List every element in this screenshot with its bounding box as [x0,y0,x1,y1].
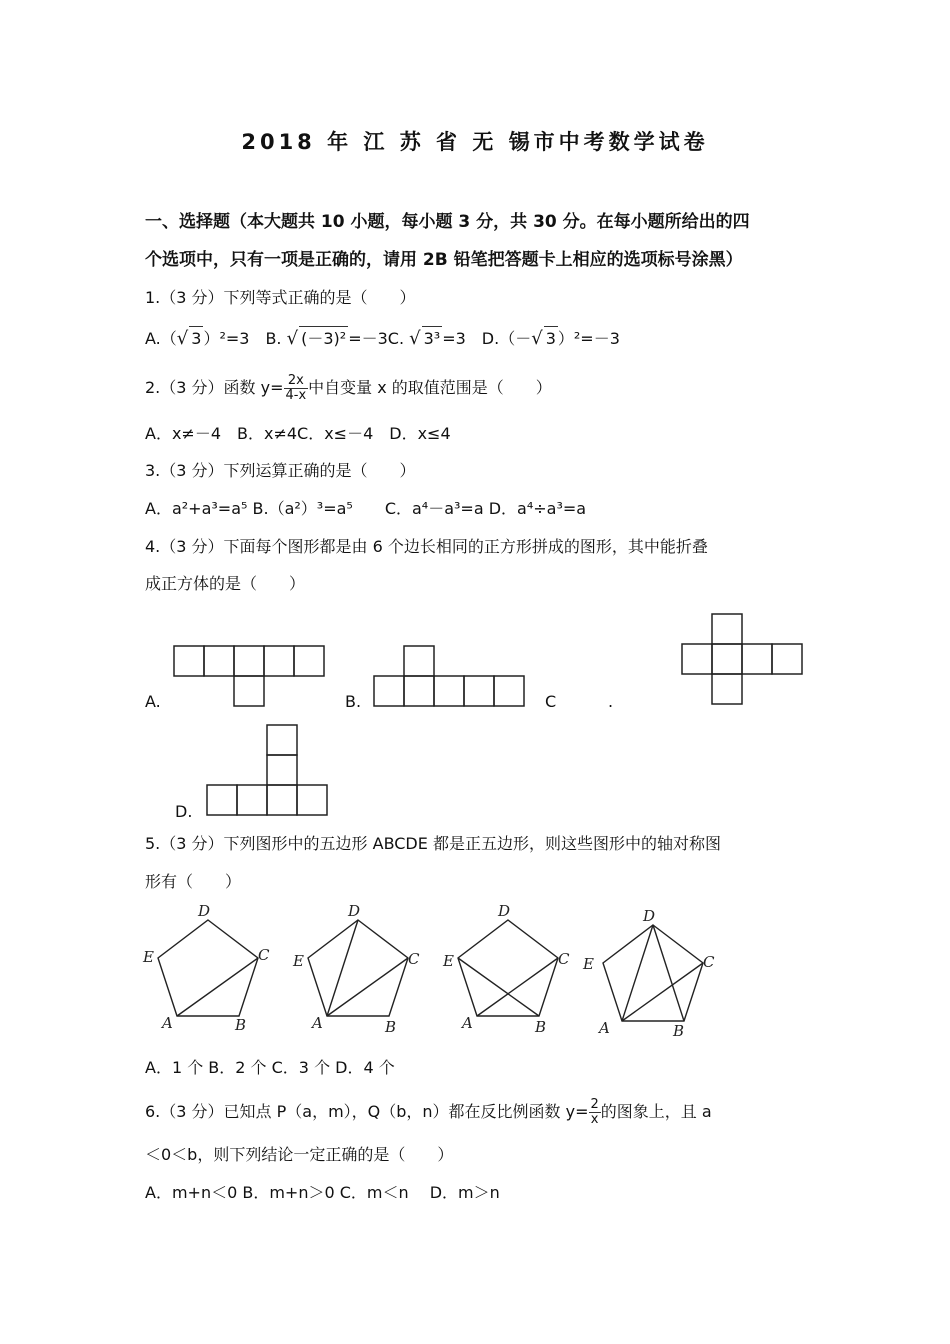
q5-stem-line2: 形有（ ） [145,872,242,891]
q1-c-tail: =3 D.（－ [442,329,532,348]
diagonal-bd [653,925,684,1021]
page-title: 2018 年 江 苏 省 无 锡市中考数学试卷 [241,130,709,154]
net-square [374,676,404,706]
vertex-label-e: E [143,948,154,966]
net-square [297,785,327,815]
q1-options [145,326,620,351]
net-square [234,646,264,676]
net-square [267,725,297,755]
vertex-label-a: A [162,1014,173,1032]
sqrt-symbol: √ [409,328,421,349]
q4-stem-line1: 4.（3 分）下面每个图形都是由 6 个边长相同的正方形拼成的图形，其中能折叠 [145,537,708,556]
q5-options: A．1 个 B．2 个 C．3 个 D．4 个 [145,1058,395,1077]
net-square [494,676,524,706]
q4-label-d: D. [175,802,193,821]
vertex-label-c: C [258,946,270,964]
q6-options: A．m+n＜0 B．m+n＞0 C．m＜n D．m＞n [145,1183,500,1202]
net-square [712,644,742,674]
q3-options: A．a²+a³=a⁵ B.（a²）³=a⁵ C．a⁴－a³=a D．a⁴÷a³=a [145,499,587,518]
vertex-label-c: C [408,950,420,968]
vertex-label-d: D [643,907,656,925]
vertex-label-e: E [583,955,594,973]
net-square [294,646,324,676]
q1-d-radicand: 3 [544,326,558,351]
net-square [204,646,234,676]
vertex-label-a: A [462,1014,473,1032]
cube-net-d [206,724,331,816]
q2-fraction [284,374,309,403]
q1-a-tail: ）²=3 B. [203,329,282,348]
net-square [234,676,264,706]
cube-net-b [373,645,528,707]
vertex-label-b: B [235,1016,247,1034]
section-heading-line1: 一、选择题（本大题共 10 小题，每小题 3 分，共 30 分。在每小题所给出的四 [145,212,750,232]
sqrt-symbol: √ [176,328,189,349]
cube-net-a [173,645,328,707]
q6-stem-pre: 6.（3 分）已知点 P（a，m），Q（b，n）都在反比例函数 y= [145,1102,589,1121]
q4-label-c: C [545,692,557,711]
q1-a-radicand: 3 [189,326,203,351]
q3-stem: 3.（3 分）下列运算正确的是（ ） [145,461,416,480]
net-square [404,676,434,706]
vertex-label-b: B [535,1018,547,1036]
q2-frac-num: 2x [284,374,309,389]
q1-stem: 1.（3 分）下列等式正确的是（ ） [145,288,416,307]
q1-c-radicand: 3³ [422,326,443,351]
net-square [264,646,294,676]
vertex-label-d: D [348,902,361,920]
q2-options: A．x≠－4 B．x≠4C．x≤－4 D．x≤4 [145,424,451,443]
q6-fraction [589,1098,601,1127]
vertex-label-e: E [293,952,304,970]
vertex-label-b: B [385,1018,397,1036]
net-square [464,676,494,706]
q6-frac-num: 2 [590,1097,599,1112]
vertex-label-e: E [443,952,454,970]
sqrt-symbol: √ [286,328,299,349]
q4-stem-line2: 成正方体的是（ ） [145,574,306,593]
q2-stem-pre: 2.（3 分）函数 y= [145,378,284,397]
q4-label-a: A. [145,692,161,711]
net-square [267,785,297,815]
pentagon-figure-4 [585,905,725,1045]
net-square [174,646,204,676]
q6-stem-post: 的图象上，且 a [600,1102,712,1121]
net-square [772,644,802,674]
q6-stem [145,1098,712,1127]
diagonal-ac [477,958,558,1016]
vertex-label-d: D [498,902,511,920]
q2-stem [145,374,552,403]
net-square [404,646,434,676]
q2-frac-den: 4-x [285,388,307,403]
net-square [207,785,237,815]
sqrt-symbol: √ [531,328,543,349]
pentagon-figure-1 [140,900,280,1040]
net-square [682,644,712,674]
vertex-label-c: C [558,950,570,968]
diagonal-be [458,958,539,1016]
net-square [434,676,464,706]
net-square [712,674,742,704]
vertex-label-d: D [198,902,211,920]
diagonal-ac [327,958,408,1016]
vertex-label-a: A [599,1019,610,1037]
diagonal-ac [622,963,703,1021]
net-square [267,755,297,785]
q1-d-tail: ）²=－3 [557,329,620,348]
q5-stem-line1: 5.（3 分）下列图形中的五边形 ABCDE 都是正五边形，则这些图形中的轴对称图 [145,834,721,853]
q1-b-radicand: (－3)² [299,326,348,351]
net-square [712,614,742,644]
section-heading-line2: 个选项中，只有一项是正确的，请用 2B 铅笔把答题卡上相应的选项标号涂黑） [145,250,743,270]
diagonal-ac [177,958,258,1016]
diagonal-ad [622,925,653,1021]
net-square [742,644,772,674]
net-square [237,785,267,815]
vertex-label-c: C [703,953,715,971]
pentagon-figure-3 [440,900,580,1040]
pentagon-figure-2 [290,900,430,1040]
q1-b-tail: =－3C. [348,329,405,348]
vertex-label-b: B [673,1022,685,1040]
q1-option-a: A.（ [145,329,177,348]
q6-frac-den: x [590,1112,599,1127]
vertex-label-a: A [312,1014,323,1032]
q6-stem-line2: ＜0＜b，则下列结论一定正确的是（ ） [145,1145,454,1164]
q2-stem-post: 中自变量 x 的取值范围是（ ） [308,378,552,397]
q4-label-b: B. [345,692,362,711]
cube-net-c [681,613,806,705]
q4-label-c-dot: . [608,692,614,711]
diagonal-ad [327,920,358,1016]
